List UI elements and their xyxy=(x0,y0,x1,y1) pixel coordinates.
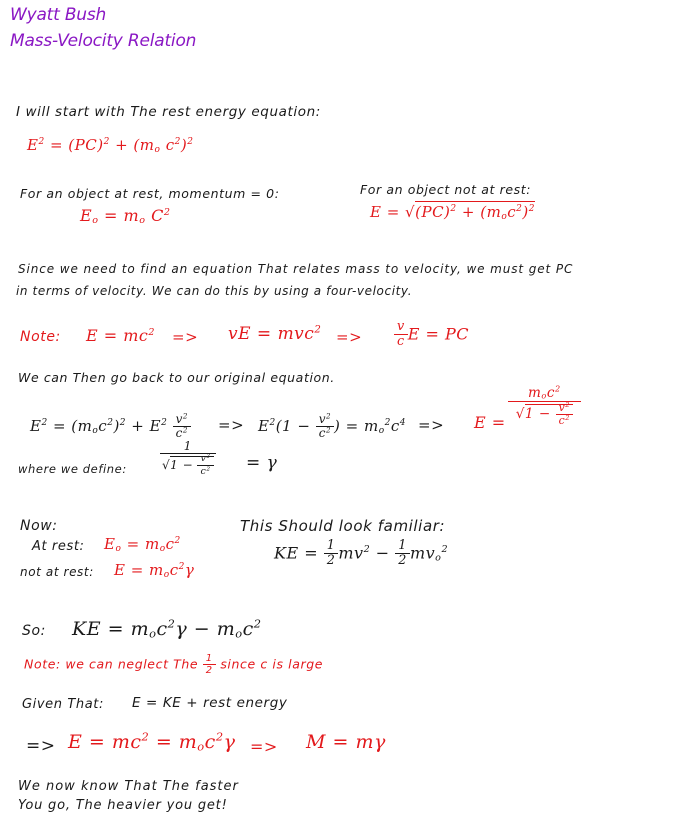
page-title: Mass-Velocity Relation xyxy=(10,31,197,51)
note-arrow-1: => xyxy=(172,328,199,346)
result-lhs: E = xyxy=(474,413,506,432)
final-arrow-1: => xyxy=(26,736,56,756)
not-at-rest-equation: $E = √(PC)^2 + (m_oc^2)^2$ xyxy=(370,203,535,222)
derivation-equation-2: $E^2(1$ − $\frac{v^2}{c^2}$ ) = $m_o^2c^4$ xyxy=(258,411,407,441)
final-equation-2: M = mγ xyxy=(306,731,386,753)
gamma-symbol: = γ xyxy=(246,453,278,473)
neglect-note: Note: we can neglect The $\frac{1}{2}$ since c is large xyxy=(24,653,324,676)
define-label: where we define: xyxy=(18,462,127,476)
since-line-2: in terms of velocity. We can do this by using a four-velocity. xyxy=(16,284,413,298)
now-label: Now: xyxy=(20,518,58,534)
rest-energy-equation: $E^2 = (PC)^2 + (m_o$ $c^2)^2$ xyxy=(27,136,194,155)
conclusion-line-2: You go, The heavier you get! xyxy=(18,798,228,813)
derivation-arrow-1: => xyxy=(218,416,245,434)
so-label: So: xyxy=(22,623,46,639)
note-equation-1: $E = mc^2$ xyxy=(86,326,155,345)
author-name: Wyatt Bush xyxy=(10,5,107,25)
final-equation-1: $E = mc^2 = m_oc^2\gamma$ xyxy=(68,729,236,754)
result-fraction: $m_oc^2$ √1 − $\frac{v^2}{c^2}$ xyxy=(508,386,581,427)
given-equation: E = KE + rest energy xyxy=(132,695,288,711)
gamma-definition: 1 √1 − $\frac{v^2}{c^2}$ xyxy=(160,440,216,477)
since-line-1: Since we need to find an equation That relates mass to velocity, we must get PC xyxy=(18,262,574,276)
at-rest-label: For an object at rest, momentum = 0: xyxy=(20,186,280,201)
now-at-rest-label: At rest: xyxy=(32,539,85,554)
derivation-arrow-2: => xyxy=(418,416,445,434)
familiar-label: This Should look familiar: xyxy=(240,517,446,535)
conclusion-line-1: We now know That The faster xyxy=(18,779,239,794)
intro-line: I will start with The rest energy equation: xyxy=(16,104,321,120)
now-not-at-rest-equation: $E = m_oc^2\gamma$ xyxy=(114,561,195,580)
so-equation: KE = $m_oc^2\gamma - m_oc^2$ xyxy=(72,616,262,641)
derivation-equation-1: $E^2 = (m_oc^2)^2 + E^2$ $\frac{v^2}{c^2}$ xyxy=(30,413,191,441)
not-at-rest-label: For an object not at rest: xyxy=(360,182,532,197)
note-label: Note: xyxy=(20,329,61,345)
now-at-rest-equation: $E_o = m_oc^2$ xyxy=(104,535,181,554)
note-equation-3: $\frac{v}{c}$ E = PC xyxy=(394,320,469,350)
go-back-line: We can Then go back to our original equation. xyxy=(18,370,335,385)
given-label: Given That: xyxy=(22,697,104,712)
note-equation-2: vE = mvc$^2$ xyxy=(228,324,322,344)
note-arrow-2: => xyxy=(336,328,363,346)
familiar-equation: KE = $\frac{1}{2}$ $mv^2$ − $\frac{1}{2}$ $mv_o^2$ xyxy=(274,538,449,569)
final-arrow-2: => xyxy=(250,737,278,756)
at-rest-equation: $E_o = m_o$ $C^2$ xyxy=(80,206,171,226)
now-not-at-rest-label: not at rest: xyxy=(20,565,94,579)
